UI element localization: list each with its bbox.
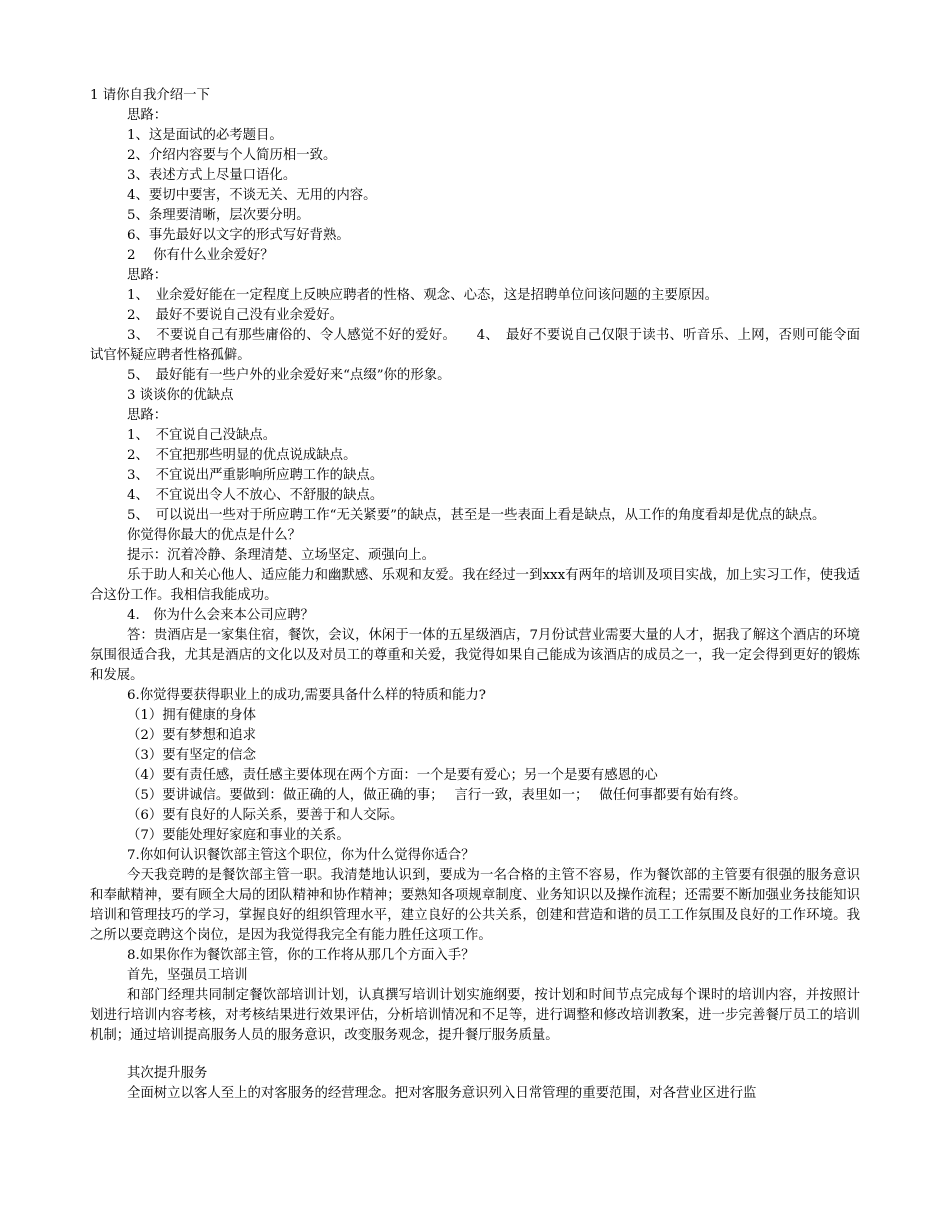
text-line: 今天我竞聘的是餐饮部主管一职。我清楚地认识到，要成为一名合格的主管不容易，作为餐饮部的主管要有很强的服务意识和奉献精神，要有顾全大局的团队精神和协作精神；要熟知各项规章制度、业务知识以及操作流程；还需要不断加强业务技能知识培训和管理技巧的学习，掌握良好的组织管理水平，建立良好的公共关系，创建和营造和谐的员工工作氛围及良好的工作环境。我之所以要竞聘这个岗位，是因为我觉得我完全有能力胜任这项工作。 xyxy=(90,868,860,943)
text-line: 7.你如何认识餐饮部主管这个职位，你为什么觉得你适合？ xyxy=(127,848,475,863)
text-line: 答：贵酒店是一家集住宿，餐饮，会议，休闲于一体的五星级酒店，7月份试营业需要大量的人才，据我了解这个酒店的环境氛围很适合我，尤其是酒店的文化以及对员工的尊重和关爱，我觉得如果自己能成为该酒店的成员之一，我一定会得到更好的锻炼和发展。 xyxy=(90,628,860,683)
text-line: 4、要切中要害，不谈无关、无用的内容。 xyxy=(127,188,377,203)
text-line: 3、 不要说自己有那些庸俗的、令人感觉不好的爱好。 4、 最好不要说自己仅限于读书、听音乐、上网，否则可能令面试官怀疑应聘者性格孤僻。 xyxy=(90,328,860,363)
text-line: 2 你有什么业余爱好？ xyxy=(127,248,274,263)
text-line: 首先，坚强员工培训 xyxy=(127,968,248,983)
text-line: （2）要有梦想和追求 xyxy=(127,728,257,743)
paragraph-gap xyxy=(90,1046,860,1064)
text-line: （6）要有良好的人际关系，要善于和人交际。 xyxy=(127,808,404,823)
text-line: 你觉得你最大的优点是什么？ xyxy=(127,528,302,543)
text-line: 和部门经理共同制定餐饮部培训计划，认真撰写培训计划实施纲要，按计划和时间节点完成每个课时的培训内容，并按照计划进行培训内容考核，对考核结果进行效果评估，分析培训情况和不足等，进行调整和修改培训教案，进一步完善餐厅员工的培训机制；通过培训提高服务人员的服务意识，改变服务观念，提升餐厅服务质量。 xyxy=(90,988,860,1043)
text-line: 8.如果你作为餐饮部主管，你的工作将从那几个方面入手？ xyxy=(127,948,475,963)
text-line: 3、表述方式上尽量口语化。 xyxy=(127,168,297,183)
text-line: 思路： xyxy=(127,408,168,423)
text-line: 3、 不宜说出严重影响所应聘工作的缺点。 xyxy=(127,468,384,483)
text-line: 思路： xyxy=(127,268,168,283)
text-line: 思路： xyxy=(127,108,168,123)
text-line: （1）拥有健康的身体 xyxy=(127,708,257,723)
text-line: （7）要能处理好家庭和事业的关系。 xyxy=(127,828,350,843)
document-body xyxy=(90,86,860,1104)
text-line: 提示：沉着冷静、条理清楚、立场坚定、顽强向上。 xyxy=(127,548,435,563)
text-line: 5、 可以说出一些对于所应聘工作“无关紧要”的缺点，甚至是一些表面上看是缺点，从工作的角度看却是优点的缺点。 xyxy=(127,508,826,523)
text-line: （3）要有坚定的信念 xyxy=(127,748,257,763)
text-line: （4）要有责任感，责任感主要体现在两个方面：一个是要有爱心；另一个是要有感恩的心 xyxy=(127,768,658,783)
text-line: 4、 不宜说出令人不放心、不舒服的缺点。 xyxy=(127,488,384,503)
text-line: 1、 业余爱好能在一定程度上反映应聘者的性格、观念、心态，这是招聘单位问该问题的主要原因。 xyxy=(127,288,719,303)
text-line: 2、介绍内容要与个人简历相一致。 xyxy=(127,148,337,163)
text-line: 其次提升服务 xyxy=(127,1066,208,1081)
text-line: 4. 你为什么会来本公司应聘？ xyxy=(127,608,314,623)
text-line: 1、 不宜说自己没缺点。 xyxy=(127,428,277,443)
text-line: 2、 不宜把那些明显的优点说成缺点。 xyxy=(127,448,357,463)
text-line: 2、 最好不要说自己没有业余爱好。 xyxy=(127,308,344,323)
text-line: 6.你觉得要获得职业上的成功,需要具备什么样的特质和能力? xyxy=(127,688,486,703)
text-line: 3 谈谈你的优缺点 xyxy=(127,388,234,403)
text-line: 5、 最好能有一些户外的业余爱好来“点缀”你的形象。 xyxy=(127,368,451,383)
text-line: 1、这是面试的必考题目。 xyxy=(127,128,283,143)
text-line: 5、条理要清晰，层次要分明。 xyxy=(127,208,310,223)
text-line: 1 请你自我介绍一下 xyxy=(90,88,210,103)
text-line: 6、事先最好以文字的形式写好背熟。 xyxy=(127,228,350,243)
text-line: 全面树立以客人至上的对客服务的经营理念。把对客服务意识列入日常管理的重要范围，对各营业区进行监 xyxy=(127,1086,757,1101)
text-line: （5）要讲诚信。要做到：做正确的人，做正确的事； 言行一致，表里如一； 做任何事都要有始有终。 xyxy=(127,788,747,803)
text-line: 乐于助人和关心他人、适应能力和幽默感、乐观和友爱。我在经过一到xxx有两年的培训及项目实战，加上实习工作，使我适合这份工作。我相信我能成功。 xyxy=(90,568,860,603)
